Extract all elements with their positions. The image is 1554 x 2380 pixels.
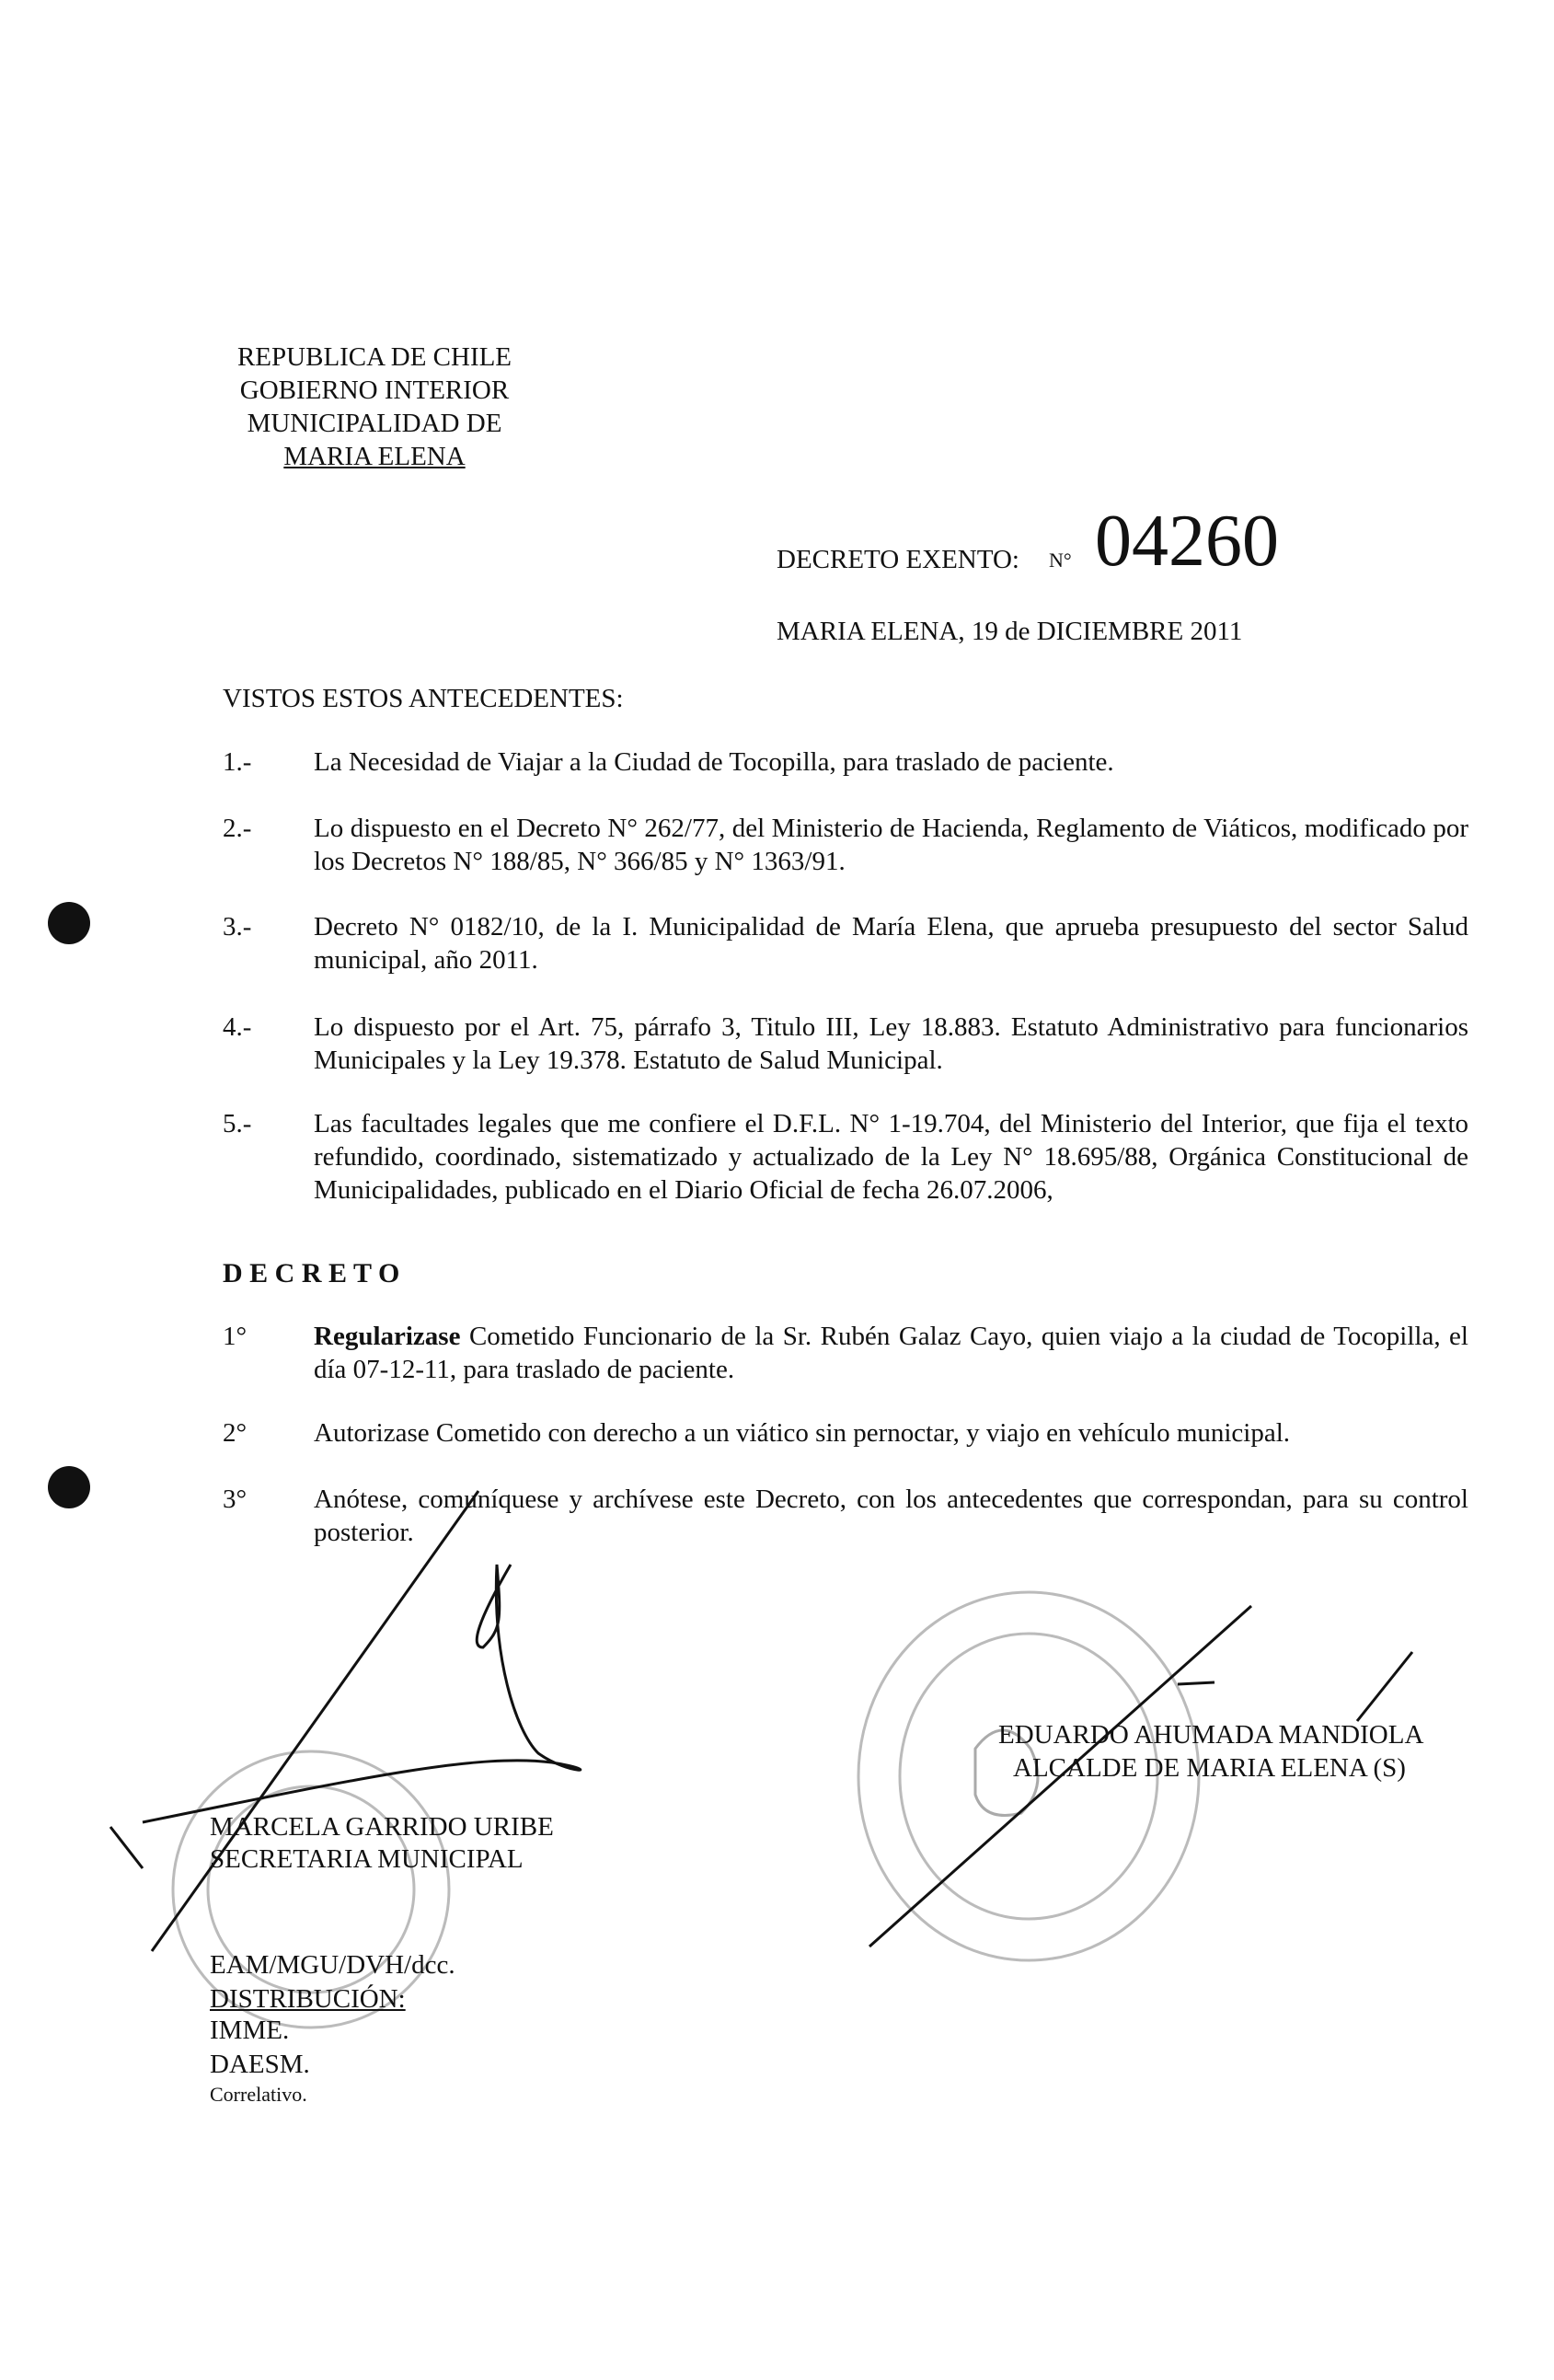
decreto-item-text: Anótese, comuníquese y archívese este Decreto, con los antecedentes que correspondan, para su control posterior. xyxy=(314,1485,1468,1547)
vistos-item-text: Decreto N° 0182/10, de la I. Municipalidad de María Elena, que aprueba presupuesto del sector Salud municipal, año 2011. xyxy=(314,912,1468,975)
secretary-name: MARCELA GARRIDO URIBE xyxy=(210,1812,554,1842)
header-government: GOBIERNO INTERIOR xyxy=(239,375,510,405)
decreto-item-bold: Regularizase xyxy=(314,1322,461,1351)
decreto-item-number: 2° xyxy=(223,1418,247,1448)
decreto-item-text xyxy=(314,1320,1468,1386)
vistos-item-number: 2.- xyxy=(223,814,252,843)
correlativo: Correlativo. xyxy=(210,2083,307,2106)
vistos-item-number: 4.- xyxy=(223,1012,252,1042)
recipient: IMME. xyxy=(210,2016,290,2045)
vistos-item-text: Lo dispuesto en el Decreto N° 262/77, del Ministerio de Hacienda, Reglamento de Viáticos, modificado por los Decretos N° 188/85, N° 366/85 y N° 1363/91. xyxy=(314,814,1468,876)
vistos-item-text: Lo dispuesto por el Art. 75, párrafo 3, Titulo III, Ley 18.883. Estatuto Administrativo para funcionarios Municipales y la Ley 19.378. Estatuto de Salud Municipal. xyxy=(314,1012,1468,1075)
vistos-item-number: 1.- xyxy=(223,747,252,777)
vistos-title: VISTOS ESTOS ANTECEDENTES: xyxy=(223,684,624,713)
decreto-item-rest: Cometido Funcionario de la Sr. Rubén Galaz Cayo, quien viajo a la ciudad de Tocopilla, el día 07-12-11, para traslado de paciente. xyxy=(314,1322,1468,1384)
decree-label: DECRETO EXENTO: xyxy=(777,545,1019,574)
vistos-item-number: 5.- xyxy=(223,1109,252,1138)
header-municipality: MUNICIPALIDAD DE xyxy=(247,409,502,438)
header-town: MARIA ELENA xyxy=(283,442,466,471)
header-republic: REPUBLICA DE CHILE xyxy=(236,342,512,372)
secretary-title: SECRETARIA MUNICIPAL xyxy=(210,1844,524,1874)
recipient: DAESM. xyxy=(210,2050,310,2079)
decreto-item-number: 3° xyxy=(223,1485,247,1514)
vistos-item-text: La Necesidad de Viajar a la Ciudad de Tocopilla, para traslado de paciente. xyxy=(314,747,1114,777)
decreto-item-number: 1° xyxy=(223,1322,247,1351)
decreto-title: D E C R E T O xyxy=(223,1258,400,1288)
vistos-item-text: Las facultades legales que me confiere el D.F.L. N° 1-19.704, del Ministerio del Interior, que fija el texto refundido, coordinado, sistematizado y actualizado de la Ley N° 18.695/88, Orgánica Constitucional de Municipalidades, publicado en el Diario Oficial de fecha 26.07.2006, xyxy=(314,1109,1468,1205)
initials: EAM/MGU/DVH/dcc. xyxy=(210,1950,455,1980)
vistos-item-number: 3.- xyxy=(223,912,252,942)
decreto-item-text: Autorizase Cometido con derecho a un viático sin pernoctar, y viajo en vehículo municipal. xyxy=(314,1418,1291,1448)
place-date: MARIA ELENA, 19 de DICIEMBRE 2011 xyxy=(777,617,1243,646)
mayor-title: ALCALDE DE MARIA ELENA (S) xyxy=(1013,1753,1406,1783)
punch-hole xyxy=(48,1466,90,1508)
distribution-label: DISTRIBUCIÓN: xyxy=(210,1984,406,2014)
decree-number: 04260 xyxy=(1095,501,1279,582)
decree-number-label: N° xyxy=(1049,549,1072,572)
left-signature xyxy=(110,1491,581,1951)
mayor-name: EDUARDO AHUMADA MANDIOLA xyxy=(998,1720,1424,1750)
punch-hole xyxy=(48,902,90,944)
